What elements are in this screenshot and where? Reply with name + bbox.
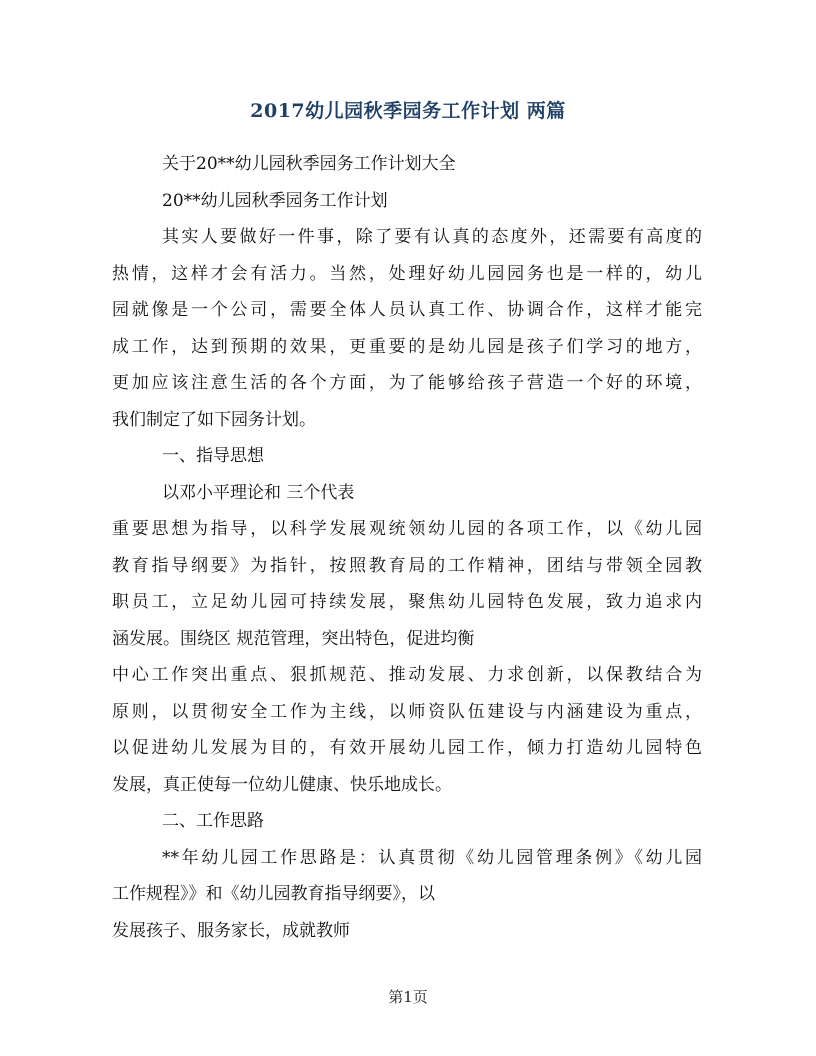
document-title: 2017幼儿园秋季园务工作计划 两篇 [250,100,566,122]
paragraph-line: 发展，真正使每一位幼儿健康、快乐地成长。 [112,774,452,795]
paragraph-line: 以邓小平理论和 三个代表 [162,482,355,503]
paragraph-line: 更加应该注意生活的各个方面，为了能够给孩子营造一个好的环境， [112,373,702,393]
paragraph-line: 园就像是一个公司，需要全体人员认真工作、协调合作，这样才能完 [112,300,702,320]
paragraph-line: 关于20**幼儿园秋季园务工作计划大全 [162,154,456,174]
paragraph-line: 重要思想为指导，以科学发展观统领幼儿园的各项工作，以《幼儿园 [112,519,702,539]
section-heading: 一、指导思想 [162,446,264,466]
paragraph-line: 涵发展。围绕区 规范管理，突出特色，促进均衡 [112,628,475,649]
page-number: 第1页 [388,988,428,1006]
paragraph-line: 热情，这样才会有活力。当然，处理好幼儿园园务也是一样的，幼儿 [112,263,702,284]
paragraph-line: **年幼儿园工作思路是：认真贯彻《幼儿园管理条例》《幼儿园 [162,847,702,868]
paragraph-line: 以促进幼儿发展为目的，有效开展幼儿园工作，倾力打造幼儿园特色 [112,738,702,758]
document-body [112,146,702,949]
paragraph-line: 工作规程》》和《幼儿园教育指导纲要》，以 [112,884,435,904]
section-heading: 二、工作思路 [162,811,264,831]
paragraph-line: 职员工，立足幼儿园可持续发展，聚焦幼儿园特色发展，致力追求内 [112,592,702,612]
paragraph-line: 其实人要做好一件事，除了要有认真的态度外，还需要有高度的 [162,227,702,247]
paragraph-line: 原则，以贯彻安全工作为主线，以师资队伍建设与内涵建设为重点， [112,701,702,722]
paragraph-line: 20**幼儿园秋季园务工作计划 [162,190,388,211]
paragraph-line: 我们制定了如下园务计划。 [112,409,316,430]
paragraph-line: 教育指导纲要》为指针，按照教育局的工作精神，团结与带领全园教 [112,555,702,576]
paragraph-line: 中心工作突出重点、狠抓规范、推动发展、力求创新，以保教结合为 [112,665,702,685]
paragraph-line: 发展孩子、服务家长，成就教师 [112,920,350,941]
paragraph-line: 成工作，达到预期的效果，更重要的是幼儿园是孩子们学习的地方， [112,336,702,357]
